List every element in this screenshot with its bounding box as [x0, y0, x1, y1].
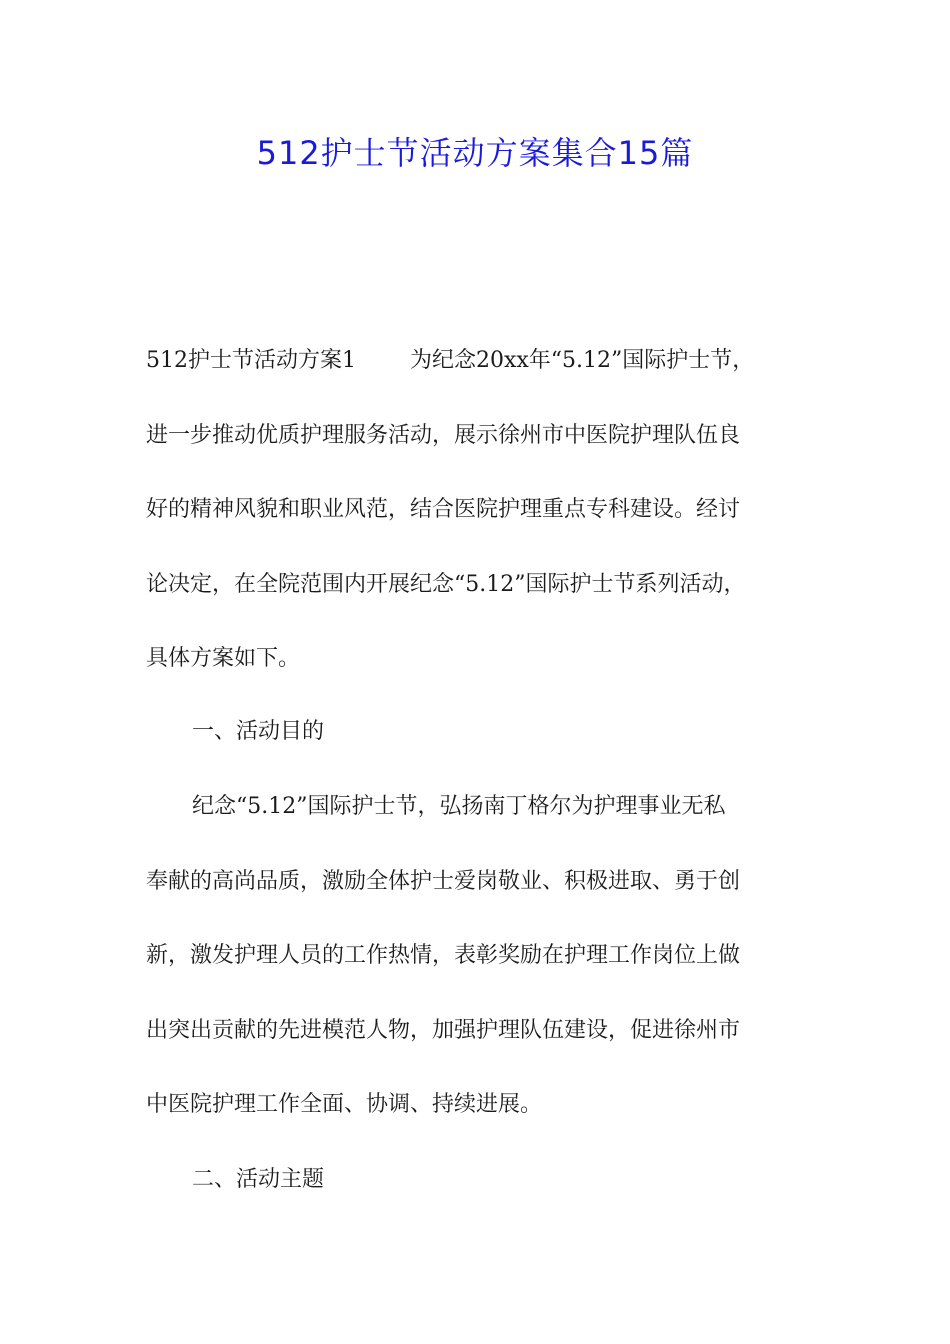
paragraph-line: 好的精神风貌和职业风范，结合医院护理重点专科建设。经讨 [146, 497, 741, 522]
paragraph-line: 中医院护理工作全面、协调、持续进展。 [146, 1092, 543, 1117]
paragraph-line: 论决定，在全院范围内开展纪念“5.12”国际护士节系列活动， [146, 572, 746, 597]
paragraph-text: 为纪念20xx年“5.12”国际护士节， [410, 348, 755, 373]
paragraph-line: 出突出贡献的先进模范人物，加强护理队伍建设，促进徐州市 [146, 1018, 741, 1043]
paragraph-line: 纪念“5.12”国际护士节，弘扬南丁格尔为护理事业无私 [192, 794, 726, 819]
paragraph-line: 新，激发护理人员的工作热情，表彰奖励在护理工作岗位上做 [146, 943, 741, 968]
paragraph-line: 进一步推动优质护理服务活动，展示徐州市中医院护理队伍良 [146, 423, 741, 448]
paragraph-line: 奉献的高尚品质，激励全体护士爱岗敬业、积极进取、勇于创 [146, 869, 741, 894]
paragraph-line [146, 341, 754, 381]
document-title: 512护士节活动方案集合15篇 [256, 134, 694, 172]
section-heading-inline: 512护士节活动方案1 [146, 348, 356, 373]
section-heading: 二、活动主题 [192, 1167, 325, 1192]
section-heading: 一、活动目的 [192, 719, 325, 744]
paragraph-line: 具体方案如下。 [146, 646, 301, 671]
